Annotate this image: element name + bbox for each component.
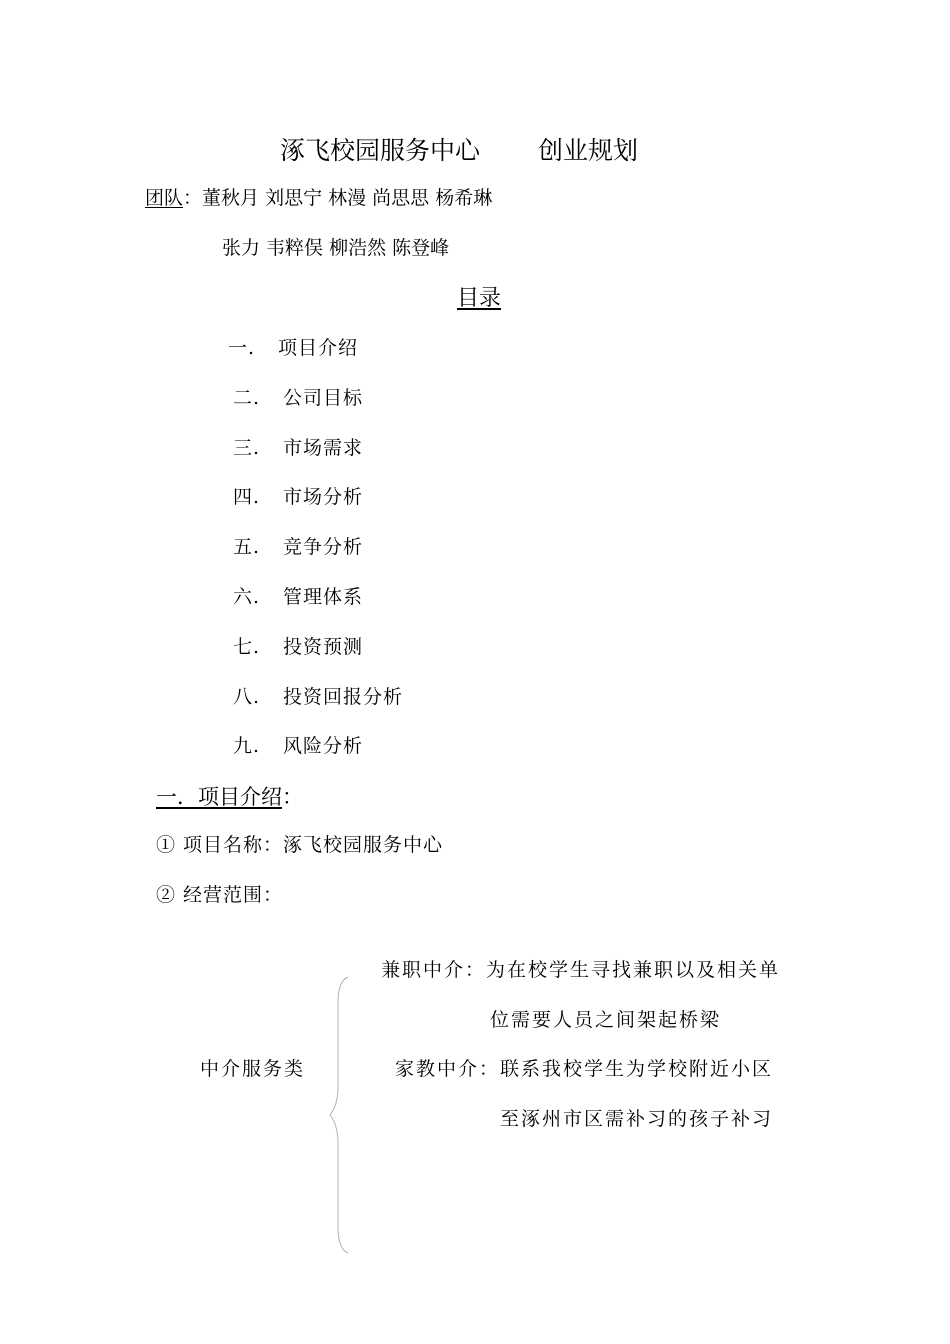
toc-heading: 目录 [457, 286, 502, 311]
brace-icon [326, 975, 350, 1255]
toc-item: 二. 公司目标 [233, 387, 364, 409]
team-colon: ： [183, 187, 203, 209]
team-label: 团队 [145, 187, 184, 209]
toc-item: 五. 竞争分析 [233, 536, 364, 558]
service-line: 家教中介：联系我校学生为学校附近小区 [395, 1058, 774, 1080]
toc-item: 六. 管理体系 [233, 586, 364, 608]
toc-item: 九. 风险分析 [233, 735, 364, 757]
service-line: 位需要人员之间架起桥梁 [490, 1009, 722, 1031]
team-members-2: 张力 韦粹俣 柳浩然 陈登峰 [222, 237, 450, 259]
toc-item: 一. 项目介绍 [228, 337, 359, 359]
business-scope: ② 经营范围： [156, 884, 284, 906]
toc-item: 三. 市场需求 [233, 437, 364, 459]
service-category: 中介服务类 [200, 1058, 306, 1080]
title-name: 涿飞校园服务中心 [280, 136, 481, 165]
document-title [280, 138, 638, 163]
toc-item: 四. 市场分析 [233, 486, 364, 508]
team-members-1: 董秋月 刘思宁 林漫 尚思思 杨希琳 [202, 187, 493, 209]
team-line-2 [222, 239, 449, 258]
toc-item: 八. 投资回报分析 [233, 686, 404, 708]
toc-item: 七. 投资预测 [233, 636, 364, 658]
project-name: ① 项目名称：涿飞校园服务中心 [156, 834, 444, 856]
section-heading: 一．项目介绍： [156, 785, 303, 809]
team-line-1 [145, 189, 492, 208]
section-heading-text: 一．项目介绍 [156, 785, 282, 809]
service-line: 兼职中介：为在校学生寻找兼职以及相关单 [381, 959, 781, 981]
title-suffix: 创业规划 [538, 136, 639, 165]
service-line: 至涿州市区需补习的孩子补习 [500, 1108, 774, 1130]
